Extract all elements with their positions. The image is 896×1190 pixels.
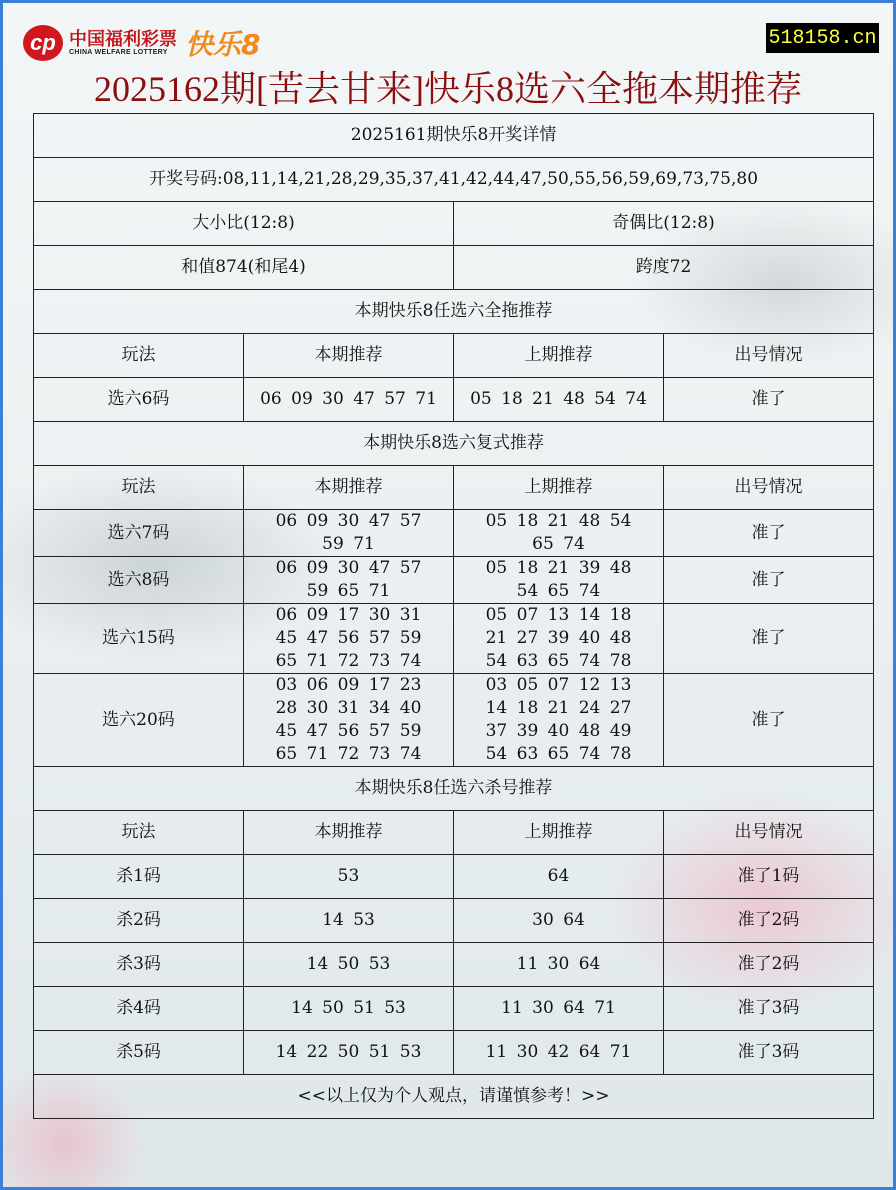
number-line: 64 bbox=[547, 866, 570, 886]
sum-value: 和值874(和尾4) bbox=[34, 246, 454, 290]
number-line: 54 65 74 bbox=[516, 581, 601, 601]
current-recommend-cell bbox=[244, 1031, 454, 1075]
current-recommend-cell bbox=[244, 604, 454, 674]
table-row bbox=[34, 604, 874, 674]
draw-numbers: 开奖号码:08,11,14,21,28,29,35,37,41,42,44,47,50,55,56,59,69,73,75,80 bbox=[34, 158, 874, 202]
page-title: 2025162期[苦去甘来]快乐8选六全拖本期推荐 bbox=[94, 69, 802, 109]
section-title: 本期快乐8任选六杀号推荐 bbox=[34, 767, 874, 811]
result-cell: 准了2码 bbox=[664, 899, 874, 943]
table-row bbox=[34, 510, 874, 557]
number-line: 54 63 65 74 78 bbox=[485, 744, 632, 764]
result-cell: 准了 bbox=[664, 510, 874, 557]
number-line: 11 30 64 bbox=[516, 954, 601, 974]
table-row bbox=[34, 674, 874, 767]
current-recommend-cell bbox=[244, 674, 454, 767]
column-header-previous: 上期推荐 bbox=[454, 466, 664, 510]
section-title: 本期快乐8任选六全拖推荐 bbox=[34, 290, 874, 334]
number-line: 06 09 17 30 31 bbox=[275, 605, 422, 625]
span-value: 跨度72 bbox=[454, 246, 874, 290]
number-line: 03 06 09 17 23 bbox=[275, 675, 422, 695]
number-line: 14 50 51 53 bbox=[291, 998, 406, 1018]
number-line: 11 30 64 71 bbox=[501, 998, 616, 1018]
play-cell: 选六6码 bbox=[34, 378, 244, 422]
number-line: 06 09 30 47 57 bbox=[275, 558, 422, 578]
current-recommend-cell bbox=[244, 855, 454, 899]
number-line: 30 64 bbox=[532, 910, 585, 930]
play-cell: 选六15码 bbox=[34, 604, 244, 674]
previous-recommend-cell bbox=[454, 378, 664, 422]
table-row bbox=[34, 855, 874, 899]
number-line: 21 27 39 40 48 bbox=[485, 628, 632, 648]
previous-recommend-cell bbox=[454, 604, 664, 674]
number-line: 59 65 71 bbox=[306, 581, 391, 601]
column-header-play: 玩法 bbox=[34, 466, 244, 510]
footer-note: <<以上仅为个人观点，请谨慎参考！>> bbox=[34, 1075, 874, 1119]
current-recommend-cell bbox=[244, 510, 454, 557]
number-line: 45 47 56 57 59 bbox=[275, 628, 422, 648]
number-line: 06 09 30 47 57 bbox=[275, 511, 422, 531]
table-row bbox=[34, 557, 874, 604]
number-line: 05 18 21 48 54 74 bbox=[470, 389, 647, 409]
current-recommend-cell bbox=[244, 899, 454, 943]
number-line: 14 50 53 bbox=[306, 954, 391, 974]
column-header-current: 本期推荐 bbox=[244, 466, 454, 510]
play-cell: 杀3码 bbox=[34, 943, 244, 987]
column-header-result: 出号情况 bbox=[664, 334, 874, 378]
number-line: 14 18 21 24 27 bbox=[485, 698, 632, 718]
play-cell: 杀1码 bbox=[34, 855, 244, 899]
size-ratio: 大小比(12:8) bbox=[34, 202, 454, 246]
section-title: 本期快乐8选六复式推荐 bbox=[34, 422, 874, 466]
number-line: 14 22 50 51 53 bbox=[275, 1042, 422, 1062]
odd-even-ratio: 奇偶比(12:8) bbox=[454, 202, 874, 246]
play-cell: 杀2码 bbox=[34, 899, 244, 943]
current-recommend-cell bbox=[244, 557, 454, 604]
current-recommend-cell bbox=[244, 378, 454, 422]
previous-recommend-cell bbox=[454, 943, 664, 987]
number-line: 59 71 bbox=[322, 534, 375, 554]
previous-recommend-cell bbox=[454, 510, 664, 557]
logo-en: CHINA WELFARE LOTTERY bbox=[69, 48, 168, 56]
number-line: 11 30 42 64 71 bbox=[485, 1042, 632, 1062]
current-recommend-cell bbox=[244, 987, 454, 1031]
column-header-current: 本期推荐 bbox=[244, 811, 454, 855]
number-line: 05 18 21 48 54 bbox=[485, 511, 632, 531]
recommendation-table bbox=[33, 113, 874, 1119]
table-row bbox=[34, 1031, 874, 1075]
table-row bbox=[34, 987, 874, 1031]
current-recommend-cell bbox=[244, 943, 454, 987]
table-row bbox=[34, 899, 874, 943]
result-cell: 准了 bbox=[664, 557, 874, 604]
previous-recommend-cell bbox=[454, 855, 664, 899]
table-row bbox=[34, 378, 874, 422]
previous-recommend-cell bbox=[454, 674, 664, 767]
play-cell: 选六20码 bbox=[34, 674, 244, 767]
result-cell: 准了 bbox=[664, 604, 874, 674]
column-header-play: 玩法 bbox=[34, 334, 244, 378]
number-line: 65 71 72 73 74 bbox=[275, 744, 422, 764]
number-line: 05 07 13 14 18 bbox=[485, 605, 632, 625]
number-line: 14 53 bbox=[322, 910, 375, 930]
column-header-previous: 上期推荐 bbox=[454, 334, 664, 378]
result-cell: 准了1码 bbox=[664, 855, 874, 899]
number-line: 28 30 31 34 40 bbox=[275, 698, 422, 718]
number-line: 06 09 30 47 57 71 bbox=[260, 389, 437, 409]
logo-cn: 中国福利彩票 bbox=[69, 28, 177, 50]
result-cell: 准了 bbox=[664, 378, 874, 422]
column-header-result: 出号情况 bbox=[664, 466, 874, 510]
table-row bbox=[34, 943, 874, 987]
previous-recommend-cell bbox=[454, 987, 664, 1031]
result-cell: 准了3码 bbox=[664, 1031, 874, 1075]
previous-recommend-cell bbox=[454, 1031, 664, 1075]
column-header-current: 本期推荐 bbox=[244, 334, 454, 378]
number-line: 05 18 21 39 48 bbox=[485, 558, 632, 578]
site-badge: 518158.cn bbox=[766, 23, 879, 53]
number-line: 65 74 bbox=[532, 534, 585, 554]
number-line: 45 47 56 57 59 bbox=[275, 721, 422, 741]
play-cell: 选六7码 bbox=[34, 510, 244, 557]
welfare-lottery-logo-icon: cp bbox=[23, 25, 63, 61]
logo-game: 快乐8 bbox=[185, 28, 261, 61]
lottery-logo bbox=[23, 23, 260, 63]
number-line: 65 71 72 73 74 bbox=[275, 651, 422, 671]
number-line: 03 05 07 12 13 bbox=[485, 675, 632, 695]
number-line: 53 bbox=[337, 866, 360, 886]
result-cell: 准了 bbox=[664, 674, 874, 767]
previous-recommend-cell bbox=[454, 899, 664, 943]
play-cell: 杀5码 bbox=[34, 1031, 244, 1075]
play-cell: 选六8码 bbox=[34, 557, 244, 604]
column-header-result: 出号情况 bbox=[664, 811, 874, 855]
draw-title: 2025161期快乐8开奖详情 bbox=[34, 114, 874, 158]
number-line: 54 63 65 74 78 bbox=[485, 651, 632, 671]
play-cell: 杀4码 bbox=[34, 987, 244, 1031]
result-cell: 准了2码 bbox=[664, 943, 874, 987]
number-line: 37 39 40 48 49 bbox=[485, 721, 632, 741]
previous-recommend-cell bbox=[454, 557, 664, 604]
column-header-play: 玩法 bbox=[34, 811, 244, 855]
column-header-previous: 上期推荐 bbox=[454, 811, 664, 855]
result-cell: 准了3码 bbox=[664, 987, 874, 1031]
